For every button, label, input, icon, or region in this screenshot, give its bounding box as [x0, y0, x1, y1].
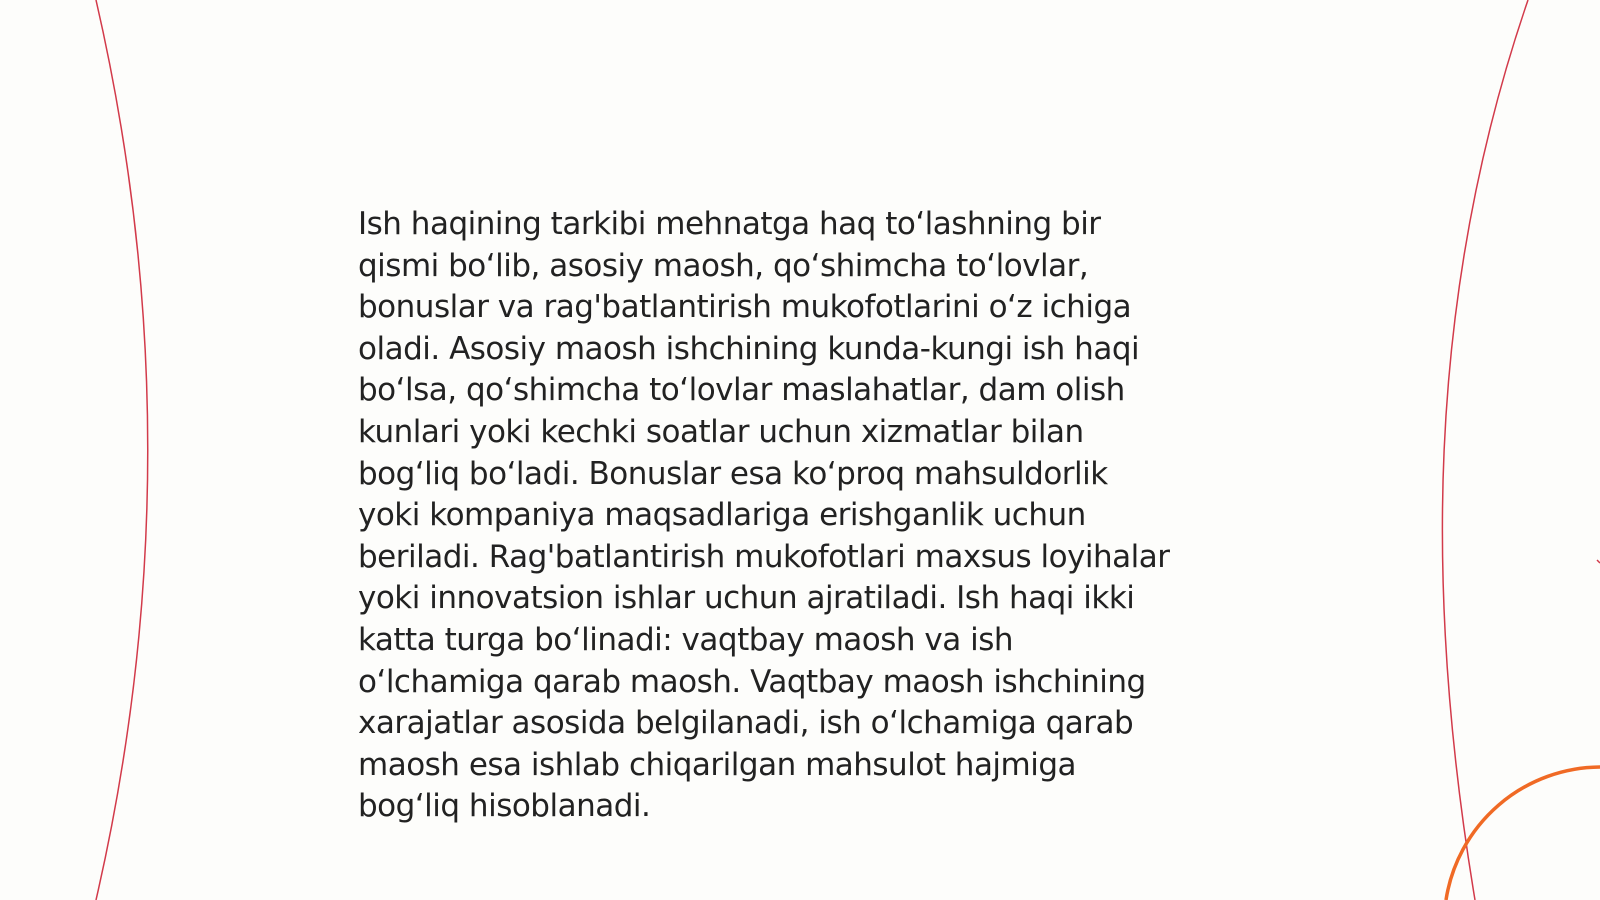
orange-circle-arc — [1446, 767, 1600, 900]
left-arc-line — [96, 0, 148, 900]
body-paragraph: Ish haqining tarkibi mehnatga haq to‘lashning bir qismi bo‘lib, asosiy maosh, qo‘shimcha to‘lovlar, bonuslar va rag'batlantirish mukofotlarini o‘z ichiga oladi. Asosiy maosh ishchining kunda-kungi ish haqi bo‘lsa, qo‘shimcha to‘lovlar maslahatlar, dam olish kunlari yoki kechki soatlar uchun xizmatlar bilan bog‘liq bo‘ladi. Bonuslar esa ko‘proq mahsuldorlik yoki kompaniya maqsadlariga erishganlik uchun beriladi. Rag'batlantirish mukofotlari maxsus loyihalar yoki innovatsion ishlar uchun ajratiladi. Ish haqi ikki katta turga bo‘linadi: vaqtbay maosh va ish o‘lchamiga qarab maosh. Vaqtbay maosh ishchining xarajatlar asosida belgilanadi, ish o‘lchamiga qarab maosh esa ishlab chiqarilgan mahsulot hajmiga bog‘liq hisoblanadi. — [358, 206, 1170, 825]
right-arc-line — [1442, 0, 1528, 900]
